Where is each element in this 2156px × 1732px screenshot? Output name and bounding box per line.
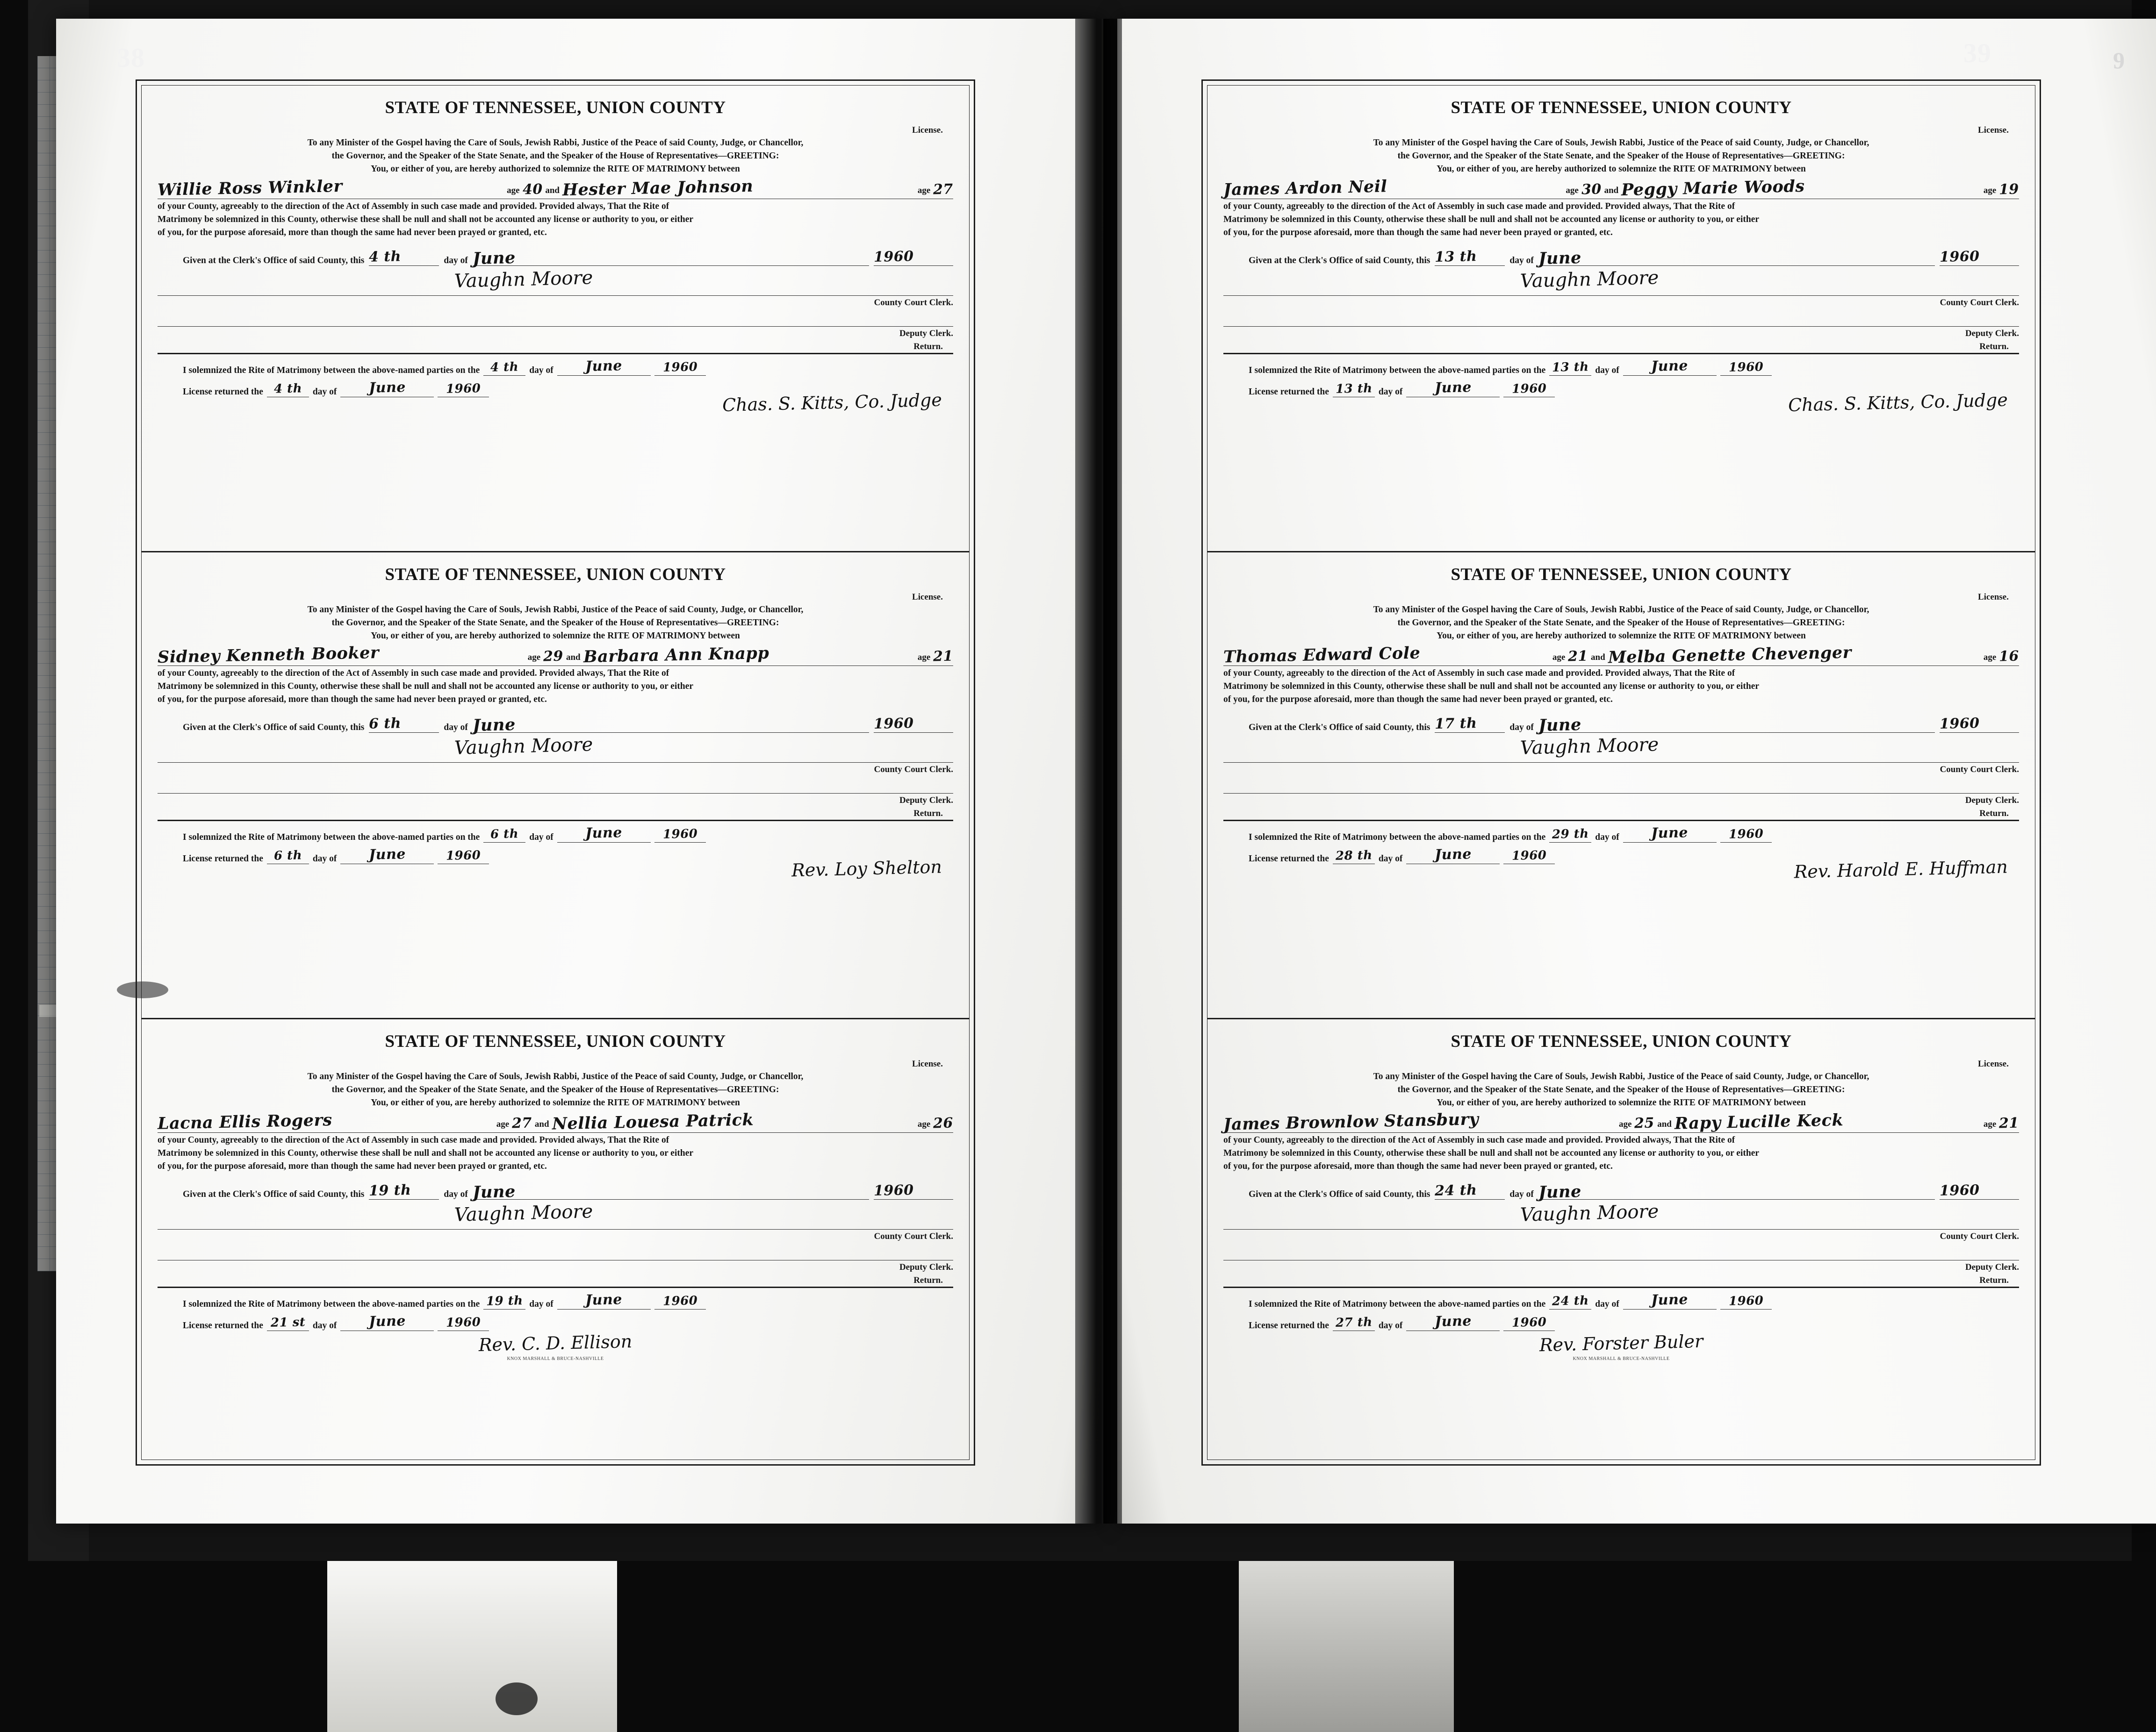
returned-month: June	[368, 846, 406, 863]
groom-name: Thomas Edward Cole	[1223, 643, 1421, 667]
body-line-1: of your County, agreeably to the direction of the Act of Assembly in such case made and provided. Provided always, That the Rite of	[1223, 201, 1735, 211]
day-of-label-2: day of	[1595, 365, 1619, 375]
body-line-2: Matrimony be solemnized in this County, otherwise these shall be null and shall not be accounted any license or authority to you, or either	[1223, 1148, 1760, 1158]
returned-day: 21 st	[270, 1315, 306, 1330]
groom-name: Lacna Ellis Rogers	[157, 1110, 333, 1133]
returned-day: 27 th	[1335, 1315, 1373, 1330]
returned-month: June	[1434, 1313, 1472, 1330]
register-page-left	[56, 19, 1103, 1524]
body-line-1: of your County, agreeably to the direction of the Act of Assembly in such case made and provided. Provided always, That the Rite of	[1223, 668, 1735, 678]
given-text: Given at the Clerk's Office of said County, this	[1249, 723, 1430, 732]
marriage-record-right-3	[1207, 1019, 2035, 1499]
open-register-book	[28, 0, 2132, 1561]
age-label-groom: age	[527, 652, 541, 662]
officiant-signature: Rev. C. D. Ellison	[478, 1331, 632, 1356]
officiant-signature: Rev. Forster Buler	[1539, 1331, 1703, 1356]
register-page-right	[1117, 19, 2156, 1524]
parties-row	[1223, 645, 2019, 666]
returned-text: License returned the	[1249, 854, 1329, 864]
addressee-line-2: the Governor, and the Speaker of the State Senate, and the Speaker of the House of Representatives—GREETING:	[331, 151, 779, 161]
deputy-clerk-row	[158, 775, 953, 806]
deputy-clerk-row	[1223, 308, 2019, 339]
given-day: 24 th	[1435, 1182, 1478, 1199]
clerk-signature: Vaughn Moore	[1520, 1201, 1659, 1226]
solemnized-day: 19 th	[486, 1294, 523, 1309]
signature-rule	[1223, 295, 2019, 296]
signature-rule	[1223, 762, 2019, 763]
age-label-bride: age	[917, 652, 931, 662]
given-text: Given at the Clerk's Office of said County, this	[183, 723, 365, 732]
given-text: Given at the Clerk's Office of said County, this	[1249, 1189, 1430, 1199]
groom-age: 40	[522, 181, 543, 198]
solemnized-month: June	[1651, 824, 1689, 842]
license-label: License.	[912, 125, 943, 135]
deputy-clerk-row	[158, 308, 953, 339]
license-label: License.	[912, 1059, 943, 1069]
return-label: Return.	[1979, 1275, 2009, 1285]
day-of-label: day of	[444, 1189, 468, 1199]
solemnized-row	[158, 358, 953, 376]
solemnized-day: 4 th	[490, 360, 519, 375]
solemnized-month: June	[585, 358, 623, 375]
parties-row	[157, 176, 954, 200]
age-label-groom: age	[1566, 186, 1579, 195]
license-label: License.	[912, 592, 943, 602]
bride-name: Nellia Louesa Patrick	[552, 1110, 754, 1134]
deputy-role-label: Deputy Clerk.	[899, 795, 953, 805]
given-day: 13 th	[1435, 248, 1478, 265]
given-day: 17 th	[1435, 715, 1478, 732]
clerk-role-label: County Court Clerk.	[874, 1231, 953, 1241]
groom-age: 27	[511, 1115, 532, 1132]
returned-year: 1960	[1511, 1315, 1547, 1330]
folio-number-right: 39	[1963, 38, 1991, 68]
certificate-sheet-left-inner	[141, 85, 970, 1460]
return-separator	[1223, 353, 2019, 354]
return-separator	[1223, 820, 2019, 821]
solemnized-month: June	[1651, 1291, 1689, 1309]
form-title: STATE OF TENNESSEE, UNION COUNTY	[1451, 98, 1792, 117]
body-line-3: of you, for the purpose aforesaid, more than though the same had never been prayed or granted, etc.	[1223, 1161, 1613, 1171]
clerk-role-label: County Court Clerk.	[874, 765, 953, 774]
returned-day: 13 th	[1335, 381, 1373, 396]
groom-name: Willie Ross Winkler	[157, 176, 343, 200]
given-date-row	[1223, 247, 2019, 266]
returned-month: June	[368, 379, 406, 396]
returned-month: June	[1434, 846, 1472, 863]
return-separator	[158, 353, 953, 354]
groom-age: 30	[1581, 181, 1602, 198]
given-month: June	[472, 248, 516, 268]
form-title: STATE OF TENNESSEE, UNION COUNTY	[385, 1032, 726, 1051]
deputy-role-label: Deputy Clerk.	[1965, 1262, 2019, 1272]
return-label: Return.	[1979, 809, 2009, 818]
body-line-3: of you, for the purpose aforesaid, more than though the same had never been prayed or granted, etc.	[158, 1161, 547, 1171]
solemnized-row	[1223, 825, 2019, 843]
clerk-signature: Vaughn Moore	[1520, 734, 1659, 759]
printer-imprint: KNOX MARSHALL & BRUCE-NASHVILLE	[1573, 1356, 1670, 1361]
bride-name: Hester Mae Johnson	[562, 176, 754, 200]
given-date-row	[158, 247, 953, 266]
returned-month: June	[368, 1313, 406, 1330]
return-separator	[1223, 1287, 2019, 1288]
license-label: License.	[1978, 125, 2009, 135]
groom-age: 21	[1567, 648, 1588, 665]
deputy-rule	[158, 793, 953, 794]
given-year: 1960	[1939, 715, 1980, 732]
addressee-line-3: You, or either of you, are hereby authorized to solemnize the RITE OF MATRIMONY between	[1437, 631, 1806, 641]
return-label: Return.	[913, 342, 943, 351]
and-label: and	[1591, 652, 1605, 662]
returned-year: 1960	[446, 1315, 481, 1330]
day-of-label: day of	[1509, 1189, 1534, 1199]
body-line-3: of you, for the purpose aforesaid, more than though the same had never been prayed or granted, etc.	[1223, 228, 1613, 237]
given-month: June	[472, 715, 516, 735]
deputy-clerk-row	[1223, 775, 2019, 806]
body-line-2: Matrimony be solemnized in this County, otherwise these shall be null and shall not be accounted any license or authority to you, or either	[158, 681, 694, 691]
given-date-row	[1223, 1181, 2019, 1200]
bride-name: Peggy Marie Woods	[1621, 176, 1805, 200]
day-of-label-2: day of	[529, 1299, 553, 1309]
given-date-row	[158, 714, 953, 733]
given-day: 6 th	[369, 715, 402, 732]
age-label-groom: age	[507, 186, 520, 195]
clerk-signature: Vaughn Moore	[1520, 267, 1659, 292]
body-line-1: of your County, agreeably to the direction of the Act of Assembly in such case made and provided. Provided always, That the Rite of	[158, 668, 669, 678]
given-year: 1960	[1939, 248, 1980, 265]
addressee-line-1: To any Minister of the Gospel having the Care of Souls, Jewish Rabbi, Justice of the Peace of said County, Judge, or Chancellor,	[307, 605, 804, 615]
day-of-label: day of	[1509, 723, 1534, 732]
age-label-bride: age	[1983, 186, 1997, 195]
parties-row	[1223, 176, 2019, 200]
solemnized-year: 1960	[1728, 1294, 1764, 1309]
body-line-1: of your County, agreeably to the direction of the Act of Assembly in such case made and provided. Provided always, That the Rite of	[1223, 1135, 1735, 1145]
scan-artifact-bottom-center	[1239, 1561, 1454, 1732]
given-year: 1960	[1939, 1182, 1980, 1199]
given-date-row	[158, 1181, 953, 1200]
and-label: and	[1657, 1119, 1672, 1129]
addressee-line-2: the Governor, and the Speaker of the State Senate, and the Speaker of the House of Representatives—GREETING:	[1397, 1085, 1845, 1095]
day-of-label-3: day of	[312, 387, 337, 397]
returned-year: 1960	[446, 381, 481, 396]
body-line-3: of you, for the purpose aforesaid, more than though the same had never been prayed or granted, etc.	[158, 228, 547, 237]
solemnized-year: 1960	[662, 1294, 698, 1309]
day-of-label-2: day of	[529, 365, 553, 375]
day-of-label-2: day of	[529, 832, 553, 842]
solemnized-month: June	[585, 824, 623, 842]
body-line-2: Matrimony be solemnized in this County, otherwise these shall be null and shall not be accounted any license or authority to you, or either	[158, 215, 694, 224]
given-text: Given at the Clerk's Office of said County, this	[183, 1189, 365, 1199]
groom-name: James Brownlow Stansbury	[1223, 1109, 1479, 1134]
solemnized-day: 13 th	[1552, 360, 1589, 375]
solemnized-year: 1960	[1728, 360, 1764, 375]
returned-day: 6 th	[273, 848, 302, 863]
clerk-signature-row	[1223, 1202, 2019, 1242]
certificate-sheet-left	[136, 79, 975, 1466]
clerk-signature: Vaughn Moore	[454, 267, 593, 292]
addressee-line-1: To any Minister of the Gospel having the Care of Souls, Jewish Rabbi, Justice of the Peace of said County, Judge, or Chancellor,	[1373, 138, 1869, 148]
body-line-3: of you, for the purpose aforesaid, more than though the same had never been prayed or granted, etc.	[1223, 694, 1613, 704]
deputy-role-label: Deputy Clerk.	[1965, 329, 2019, 338]
solemnized-row	[158, 825, 953, 843]
solemnized-day: 24 th	[1552, 1294, 1589, 1309]
addressee-line-1: To any Minister of the Gospel having the Care of Souls, Jewish Rabbi, Justice of the Peace of said County, Judge, or Chancellor,	[1373, 1072, 1869, 1081]
given-text: Given at the Clerk's Office of said County, this	[1249, 256, 1430, 265]
and-label: and	[534, 1119, 549, 1129]
bride-age: 21	[933, 648, 954, 665]
clerk-signature-row	[1223, 268, 2019, 308]
given-month: June	[1538, 248, 1581, 268]
given-day: 4 th	[369, 248, 402, 265]
day-of-label-3: day of	[312, 1321, 337, 1331]
day-of-label-2: day of	[1595, 1299, 1619, 1309]
body-line-2: Matrimony be solemnized in this County, otherwise these shall be null and shall not be accounted any license or authority to you, or either	[1223, 215, 1760, 224]
parties-row	[1223, 1109, 2019, 1134]
officiant-signature: Rev. Harold E. Huffman	[1794, 856, 2008, 882]
deputy-role-label: Deputy Clerk.	[1965, 795, 2019, 805]
addressee-line-2: the Governor, and the Speaker of the State Senate, and the Speaker of the House of Representatives—GREETING:	[1397, 618, 1845, 628]
solemnized-month: June	[1651, 358, 1689, 375]
solemnized-text: I solemnized the Rite of Matrimony between the above-named parties on the	[1249, 832, 1546, 842]
license-label: License.	[1978, 592, 2009, 602]
returned-text: License returned the	[1249, 1321, 1329, 1331]
age-label-groom: age	[1552, 652, 1566, 662]
addressee-line-2: the Governor, and the Speaker of the State Senate, and the Speaker of the House of Representatives—GREETING:	[331, 1085, 779, 1095]
certificate-sheet-right-inner	[1207, 85, 2035, 1460]
solemnized-row	[1223, 358, 2019, 376]
form-title: STATE OF TENNESSEE, UNION COUNTY	[1451, 565, 1792, 584]
day-of-label-3: day of	[1378, 854, 1403, 864]
addressee-line-3: You, or either of you, are hereby authorized to solemnize the RITE OF MATRIMONY between	[371, 631, 740, 641]
officiant-signature: Rev. Loy Shelton	[791, 856, 942, 881]
clerk-signature-row	[158, 735, 953, 775]
printer-imprint: KNOX MARSHALL & BRUCE-NASHVILLE	[507, 1356, 604, 1361]
day-of-label: day of	[444, 256, 468, 265]
scan-artifact-smudge	[496, 1682, 538, 1715]
bride-age: 21	[1998, 1115, 2019, 1132]
given-month: June	[1538, 715, 1581, 735]
solemnized-text: I solemnized the Rite of Matrimony between the above-named parties on the	[183, 832, 480, 842]
deputy-rule	[1223, 326, 2019, 327]
folio-number-edge: 9	[2113, 47, 2125, 73]
returned-day: 28 th	[1335, 848, 1373, 863]
marriage-record-left-1	[142, 86, 969, 552]
addressee-line-3: You, or either of you, are hereby authorized to solemnize the RITE OF MATRIMONY between	[1437, 1098, 1806, 1108]
day-of-label-3: day of	[1378, 1321, 1403, 1331]
form-title: STATE OF TENNESSEE, UNION COUNTY	[1451, 1032, 1792, 1051]
solemnized-text: I solemnized the Rite of Matrimony between the above-named parties on the	[1249, 1299, 1546, 1309]
body-line-2: Matrimony be solemnized in this County, otherwise these shall be null and shall not be accounted any license or authority to you, or either	[1223, 681, 1760, 691]
returned-year: 1960	[1511, 848, 1547, 863]
given-month: June	[1538, 1182, 1581, 1202]
certificate-sheet-right	[1201, 79, 2041, 1466]
returned-month: June	[1434, 379, 1472, 396]
addressee-line-1: To any Minister of the Gospel having the Care of Souls, Jewish Rabbi, Justice of the Peace of said County, Judge, or Chancellor,	[307, 1072, 804, 1081]
clerk-role-label: County Court Clerk.	[874, 298, 953, 308]
clerk-signature: Vaughn Moore	[454, 1201, 593, 1226]
return-label: Return.	[1979, 342, 2009, 351]
body-line-1: of your County, agreeably to the direction of the Act of Assembly in such case made and provided. Provided always, That the Rite of	[158, 1135, 669, 1145]
and-label: and	[545, 186, 560, 195]
clerk-signature: Vaughn Moore	[454, 734, 593, 759]
body-line-1: of your County, agreeably to the direction of the Act of Assembly in such case made and provided. Provided always, That the Rite of	[158, 201, 669, 211]
deputy-role-label: Deputy Clerk.	[899, 1262, 953, 1272]
signature-rule	[158, 1229, 953, 1230]
body-line-3: of you, for the purpose aforesaid, more than though the same had never been prayed or granted, etc.	[158, 694, 547, 704]
addressee-line-3: You, or either of you, are hereby authorized to solemnize the RITE OF MATRIMONY between	[1437, 164, 1806, 174]
age-label-bride: age	[917, 186, 931, 195]
deputy-clerk-row	[158, 1242, 953, 1273]
bride-name: Rapy Lucille Keck	[1674, 1110, 1844, 1133]
return-label: Return.	[913, 1275, 943, 1285]
deputy-role-label: Deputy Clerk.	[899, 329, 953, 338]
solemnized-month: June	[585, 1291, 623, 1309]
given-day: 19 th	[369, 1182, 412, 1199]
addressee-line-1: To any Minister of the Gospel having the Care of Souls, Jewish Rabbi, Justice of the Peace of said County, Judge, or Chancellor,	[1373, 605, 1869, 615]
solemnized-text: I solemnized the Rite of Matrimony between the above-named parties on the	[183, 1299, 480, 1309]
addressee-line-3: You, or either of you, are hereby authorized to solemnize the RITE OF MATRIMONY between	[371, 164, 740, 174]
bride-name: Melba Genette Chevenger	[1608, 643, 1852, 667]
clerk-role-label: County Court Clerk.	[1940, 1231, 2019, 1241]
day-of-label: day of	[1509, 256, 1534, 265]
return-separator	[158, 1287, 953, 1288]
bride-age: 16	[1998, 648, 2019, 665]
marriage-record-left-2	[142, 552, 969, 1019]
deputy-rule	[1223, 793, 2019, 794]
addressee-line-1: To any Minister of the Gospel having the Care of Souls, Jewish Rabbi, Justice of the Peace of said County, Judge, or Chancellor,	[307, 138, 804, 148]
solemnized-text: I solemnized the Rite of Matrimony between the above-named parties on the	[183, 365, 480, 375]
day-of-label-3: day of	[312, 854, 337, 864]
age-label-bride: age	[917, 1119, 931, 1129]
and-label: and	[566, 652, 581, 662]
solemnized-day: 29 th	[1552, 827, 1589, 842]
parties-row	[158, 1112, 953, 1133]
clerk-signature-row	[158, 268, 953, 308]
solemnized-year: 1960	[662, 827, 698, 842]
day-of-label-3: day of	[1378, 387, 1403, 397]
age-label-groom: age	[1619, 1119, 1632, 1129]
marriage-record-right-1	[1207, 86, 2035, 552]
day-of-label: day of	[444, 723, 468, 732]
solemnized-year: 1960	[1728, 827, 1764, 842]
and-label: and	[1604, 186, 1619, 195]
given-year: 1960	[873, 248, 914, 265]
given-month: June	[472, 1182, 516, 1202]
clerk-signature-row	[1223, 735, 2019, 775]
groom-name: Sidney Kenneth Booker	[157, 643, 380, 667]
solemnized-row	[1223, 1292, 2019, 1310]
groom-age: 25	[1634, 1115, 1655, 1132]
parties-row	[158, 645, 953, 666]
book-gutter-shadow	[1075, 19, 1122, 1524]
returned-text: License returned the	[1249, 387, 1329, 397]
scan-artifact-smudge-2	[117, 981, 168, 998]
groom-name: James Ardon Neil	[1223, 177, 1387, 200]
given-year: 1960	[873, 715, 914, 732]
returned-year: 1960	[1511, 381, 1547, 396]
bride-age: 26	[933, 1115, 954, 1132]
returned-year: 1960	[446, 848, 481, 863]
solemnized-day: 6 th	[490, 827, 519, 842]
bride-age: 19	[1998, 181, 2019, 198]
clerk-role-label: County Court Clerk.	[1940, 298, 2019, 308]
age-label-bride: age	[1983, 652, 1997, 662]
returned-text: License returned the	[183, 1321, 263, 1331]
age-label-bride: age	[1983, 1119, 1997, 1129]
solemnized-text: I solemnized the Rite of Matrimony between the above-named parties on the	[1249, 365, 1546, 375]
return-label: Return.	[913, 809, 943, 818]
returned-text: License returned the	[183, 387, 263, 397]
deputy-clerk-row	[1223, 1242, 2019, 1273]
folio-number-left: 38	[117, 43, 145, 73]
officiant-signature: Chas. S. Kitts, Co. Judge	[1788, 389, 2008, 415]
body-line-2: Matrimony be solemnized in this County, otherwise these shall be null and shall not be accounted any license or authority to you, or either	[158, 1148, 694, 1158]
signature-rule	[158, 762, 953, 763]
given-date-row	[1223, 714, 2019, 733]
return-separator	[158, 820, 953, 821]
signature-rule	[158, 295, 953, 296]
form-title: STATE OF TENNESSEE, UNION COUNTY	[385, 565, 726, 584]
solemnized-row	[158, 1292, 953, 1310]
deputy-rule	[158, 326, 953, 327]
license-label: License.	[1978, 1059, 2009, 1069]
addressee-line-2: the Governor, and the Speaker of the State Senate, and the Speaker of the House of Representatives—GREETING:	[331, 618, 779, 628]
marriage-record-left-3	[142, 1019, 969, 1499]
returned-day: 4 th	[273, 381, 302, 396]
officiant-signature: Chas. S. Kitts, Co. Judge	[722, 389, 942, 415]
given-year: 1960	[873, 1182, 914, 1199]
addressee-line-3: You, or either of you, are hereby authorized to solemnize the RITE OF MATRIMONY between	[371, 1098, 740, 1108]
bride-name: Barbara Ann Knapp	[583, 643, 769, 667]
marriage-record-right-2	[1207, 552, 2035, 1019]
signature-rule	[1223, 1229, 2019, 1230]
age-label-groom: age	[496, 1119, 510, 1129]
solemnized-year: 1960	[662, 360, 698, 375]
addressee-line-2: the Governor, and the Speaker of the State Senate, and the Speaker of the House of Representatives—GREETING:	[1397, 151, 1845, 161]
groom-age: 29	[543, 648, 564, 665]
clerk-signature-row	[158, 1202, 953, 1242]
bride-age: 27	[933, 181, 954, 198]
returned-text: License returned the	[183, 854, 263, 864]
form-title: STATE OF TENNESSEE, UNION COUNTY	[385, 98, 726, 117]
scan-artifact-bottom-left	[327, 1561, 617, 1732]
day-of-label-2: day of	[1595, 832, 1619, 842]
given-text: Given at the Clerk's Office of said County, this	[183, 256, 365, 265]
clerk-role-label: County Court Clerk.	[1940, 765, 2019, 774]
